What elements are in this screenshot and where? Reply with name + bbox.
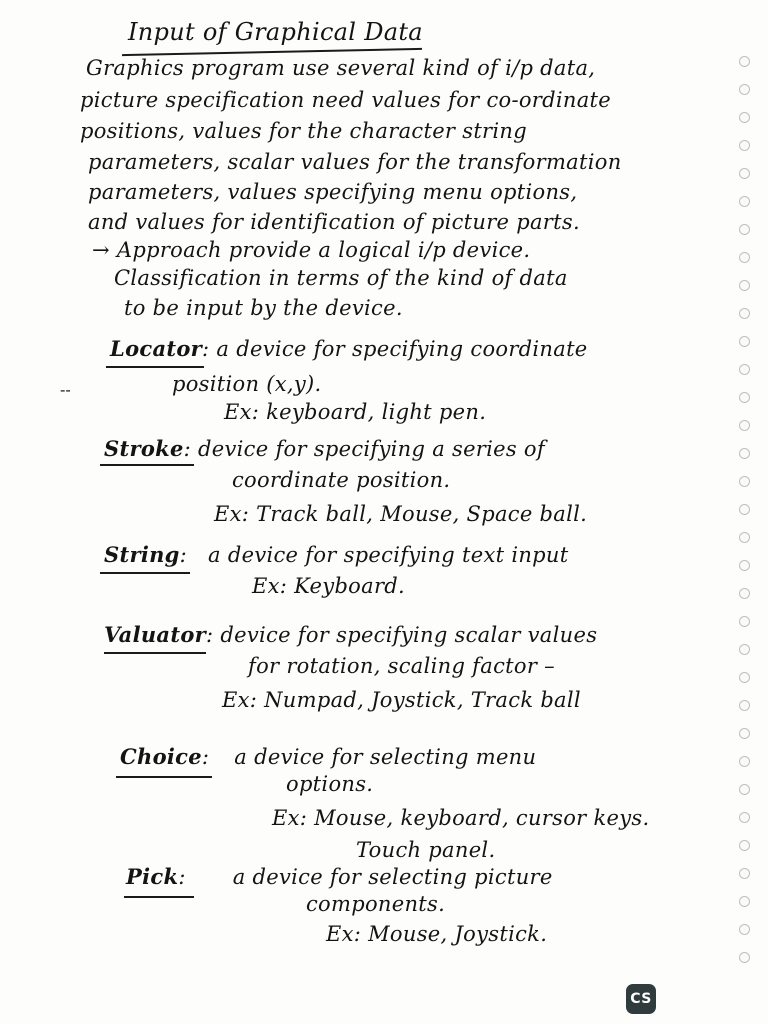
page-title: Input of Graphical Data — [128, 18, 423, 46]
device-line: position (x,y). — [172, 372, 322, 396]
device-stroke-definition: Stroke: device for specifying a series of — [104, 436, 545, 461]
term-underline — [124, 896, 194, 898]
spiral-ring — [739, 140, 750, 151]
spiral-ring — [739, 448, 750, 459]
spiral-ring — [739, 560, 750, 571]
device-example: Ex: Keyboard. — [252, 574, 406, 598]
spiral-ring — [739, 812, 750, 823]
term-string: String — [104, 542, 180, 567]
intro-line: Graphics program use several kind of i/p data, — [86, 56, 596, 80]
device-example: Ex: Mouse, keyboard, cursor keys. — [272, 806, 650, 830]
approach-line: → Approach provide a logical i/p device. — [92, 238, 531, 262]
spiral-ring — [739, 224, 750, 235]
intro-line: parameters, scalar values for the transformation — [88, 150, 622, 174]
intro-line: picture specification need values for co-ordinate — [80, 88, 612, 112]
spiral-ring — [739, 756, 750, 767]
spiral-ring — [739, 392, 750, 403]
spiral-ring — [739, 364, 750, 375]
spiral-ring — [739, 196, 750, 207]
term-underline — [104, 652, 206, 654]
approach-line: to be input by the device. — [124, 296, 403, 320]
device-choice-definition: Choice: a device for selecting menu — [120, 744, 537, 769]
device-locator-definition: Locator: a device for specifying coordinate — [110, 336, 588, 361]
spiral-ring — [739, 112, 750, 123]
device-line: for rotation, scaling factor – — [248, 654, 555, 678]
spiral-ring — [739, 168, 750, 179]
camscanner-logo: CS — [626, 984, 656, 1014]
spiral-ring — [739, 784, 750, 795]
term-underline — [100, 464, 194, 466]
term-underline — [106, 366, 204, 368]
spiral-ring — [739, 308, 750, 319]
spiral-ring — [739, 336, 750, 347]
approach-line: Classification in terms of the kind of data — [114, 266, 568, 290]
term-pick: Pick — [126, 864, 179, 889]
spiral-ring — [739, 616, 750, 627]
spiral-ring — [739, 252, 750, 263]
intro-line: and values for identification of picture parts. — [88, 210, 580, 234]
device-pick-definition: Pick: a device for selecting picture — [126, 864, 553, 889]
device-example: Ex: Mouse, Joystick. — [326, 922, 548, 946]
term-underline — [100, 572, 190, 574]
device-line: coordinate position. — [232, 468, 451, 492]
spiral-ring — [739, 588, 750, 599]
device-example-extra: Touch panel. — [356, 838, 496, 862]
spiral-ring — [739, 420, 750, 431]
spiral-ring — [739, 672, 750, 683]
spiral-ring — [739, 868, 750, 879]
term-locator: Locator — [110, 336, 203, 361]
spiral-ring — [739, 504, 750, 515]
spiral-ring — [739, 700, 750, 711]
device-valuator-definition: Valuator: device for specifying scalar values — [104, 622, 598, 647]
spiral-ring — [739, 56, 750, 67]
device-example: Ex: Numpad, Joystick, Track ball — [222, 688, 581, 712]
term-choice: Choice — [120, 744, 202, 769]
device-example: Ex: Track ball, Mouse, Space ball. — [214, 502, 588, 526]
term-valuator: Valuator — [104, 622, 206, 647]
device-line: components. — [306, 892, 446, 916]
spiral-ring — [739, 280, 750, 291]
spiral-ring — [739, 896, 750, 907]
device-string-definition: String: a device for specifying text input — [104, 542, 569, 567]
spiral-ring — [739, 924, 750, 935]
spiral-ring — [739, 532, 750, 543]
margin-mark: -- — [60, 380, 71, 399]
term-underline — [116, 776, 212, 778]
spiral-ring — [739, 644, 750, 655]
spiral-ring — [739, 84, 750, 95]
spiral-ring — [739, 728, 750, 739]
device-example: Ex: keyboard, light pen. — [224, 400, 487, 424]
device-line: options. — [286, 772, 374, 796]
spiral-ring — [739, 840, 750, 851]
spiral-ring — [739, 476, 750, 487]
spiral-ring — [739, 952, 750, 963]
intro-line: parameters, values specifying menu options, — [88, 180, 578, 204]
term-stroke: Stroke — [104, 436, 184, 461]
title-underline — [122, 48, 422, 56]
intro-line: positions, values for the character string — [80, 119, 527, 143]
